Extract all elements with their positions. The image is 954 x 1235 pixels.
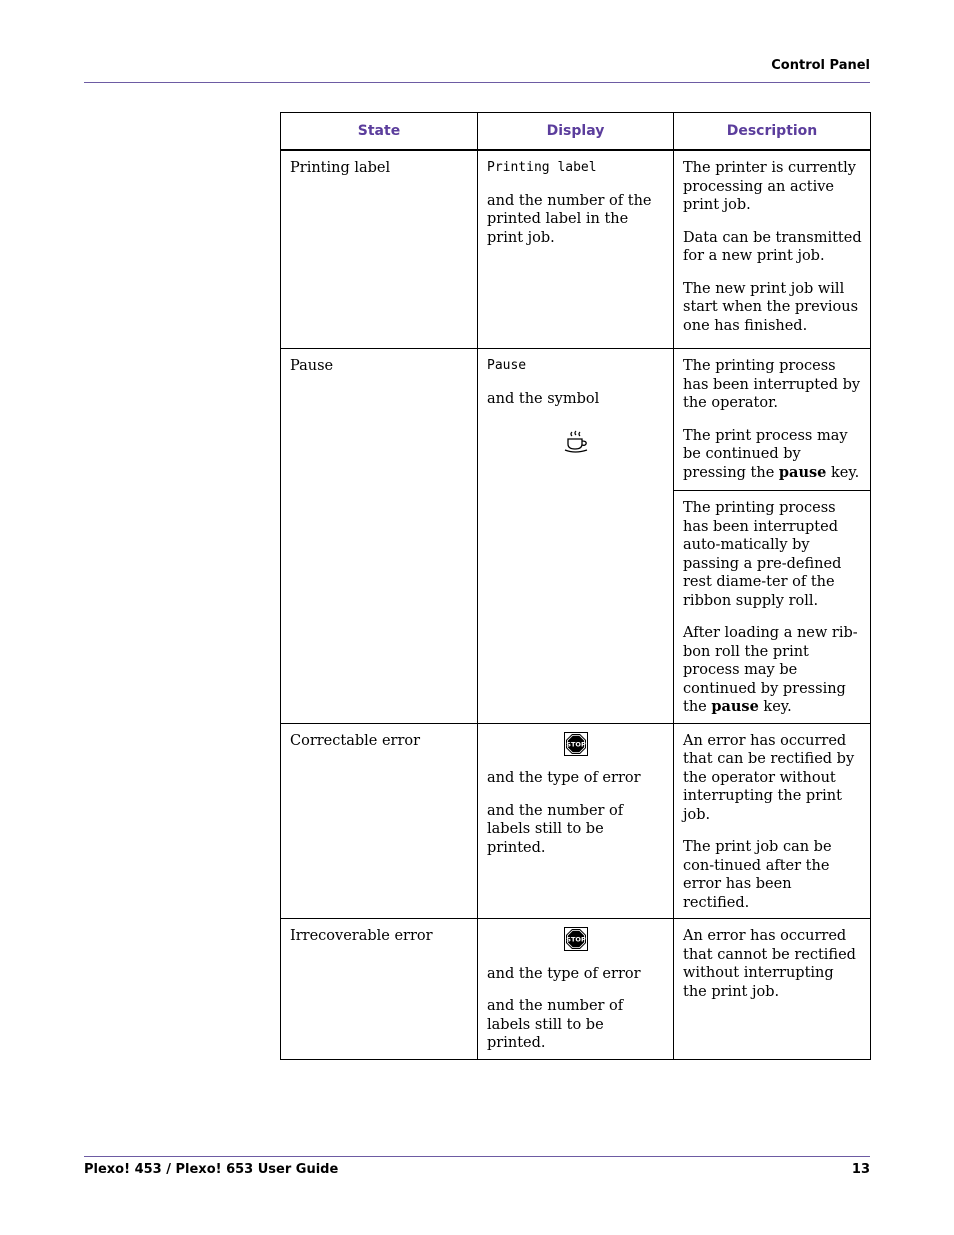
coffee-cup-icon [487,430,665,460]
footer-page-number: 13 [851,1162,870,1177]
description-text: The print job can be con-tinued after the error has been rectified. [683,839,832,911]
page-header-title: Control Panel [771,58,870,73]
display-text: and the number of the printed label in the print job. [487,192,652,246]
display-code: Pause [487,358,527,373]
description-text: The print process may be continued by pressing the pause key. [683,427,860,481]
table-row-printing-label [281,150,871,349]
display-text: and the symbol [487,390,600,407]
display-code: Printing label [487,160,597,175]
footer-guide-title: Plexo! 453 / Plexo! 653 User Guide [84,1162,339,1177]
state-label: Correctable error [290,732,421,749]
display-cell [478,349,674,724]
table-row-irrecoverable-error [281,919,871,1060]
state-cell [281,723,478,919]
state-label: Pause [290,358,334,374]
stop-sign-icon [487,732,665,762]
description-text: Data can be transmitted for a new print job. [683,229,862,264]
svg-text:STOP: STOP [566,740,586,748]
description-text: The printer is currently processing an active print job. [683,160,856,213]
display-text: and the number of labels still to be printed. [487,802,624,856]
state-cell [281,919,478,1060]
display-cell [478,723,674,919]
description-cell [674,491,871,724]
description-text: After loading a new rib-bon roll the print process may be continued by pressing the pause key. [683,625,858,715]
state-cell [281,349,478,724]
state-label: Irrecoverable error [290,928,433,944]
description-text: An error has occurred that can be rectified by the operator without interrupting the print job. [683,732,855,823]
description-cell [674,150,871,349]
display-cell [478,919,674,1060]
footer-rule [84,1156,870,1157]
display-cell [478,150,674,349]
state-label: Printing label [290,160,391,176]
table-header-row [281,113,871,151]
state-table [280,112,871,1060]
description-cell [674,723,871,919]
display-text: and the number of labels still to be printed. [487,998,624,1051]
table-row-correctable-error [281,723,871,919]
table-row-pause [281,349,871,491]
column-header-description: Description [674,113,871,151]
stop-sign-icon [487,927,665,957]
description-text: The printing process has been interrupted by the operator. [683,358,861,411]
description-cell [674,349,871,491]
state-cell [281,150,478,349]
description-text: The new print job will start when the previous one has finished. [683,280,859,334]
description-text: An error has occurred that cannot be rectified without interrupting the print job. [683,928,856,1000]
column-header-display: Display [478,113,674,151]
pause-key-label: pause [778,463,827,481]
display-text: and the type of error [487,965,641,982]
column-header-state: State [281,113,478,151]
description-text: The printing process has been interrupted auto-matically by passing a pre-defined rest diame-ter of the ribbon supply roll. [683,500,842,609]
description-cell [674,919,871,1060]
header-rule [84,82,870,83]
display-text: and the type of error [487,770,641,786]
pause-key-label: pause [711,698,759,715]
svg-text:STOP: STOP [566,935,586,944]
